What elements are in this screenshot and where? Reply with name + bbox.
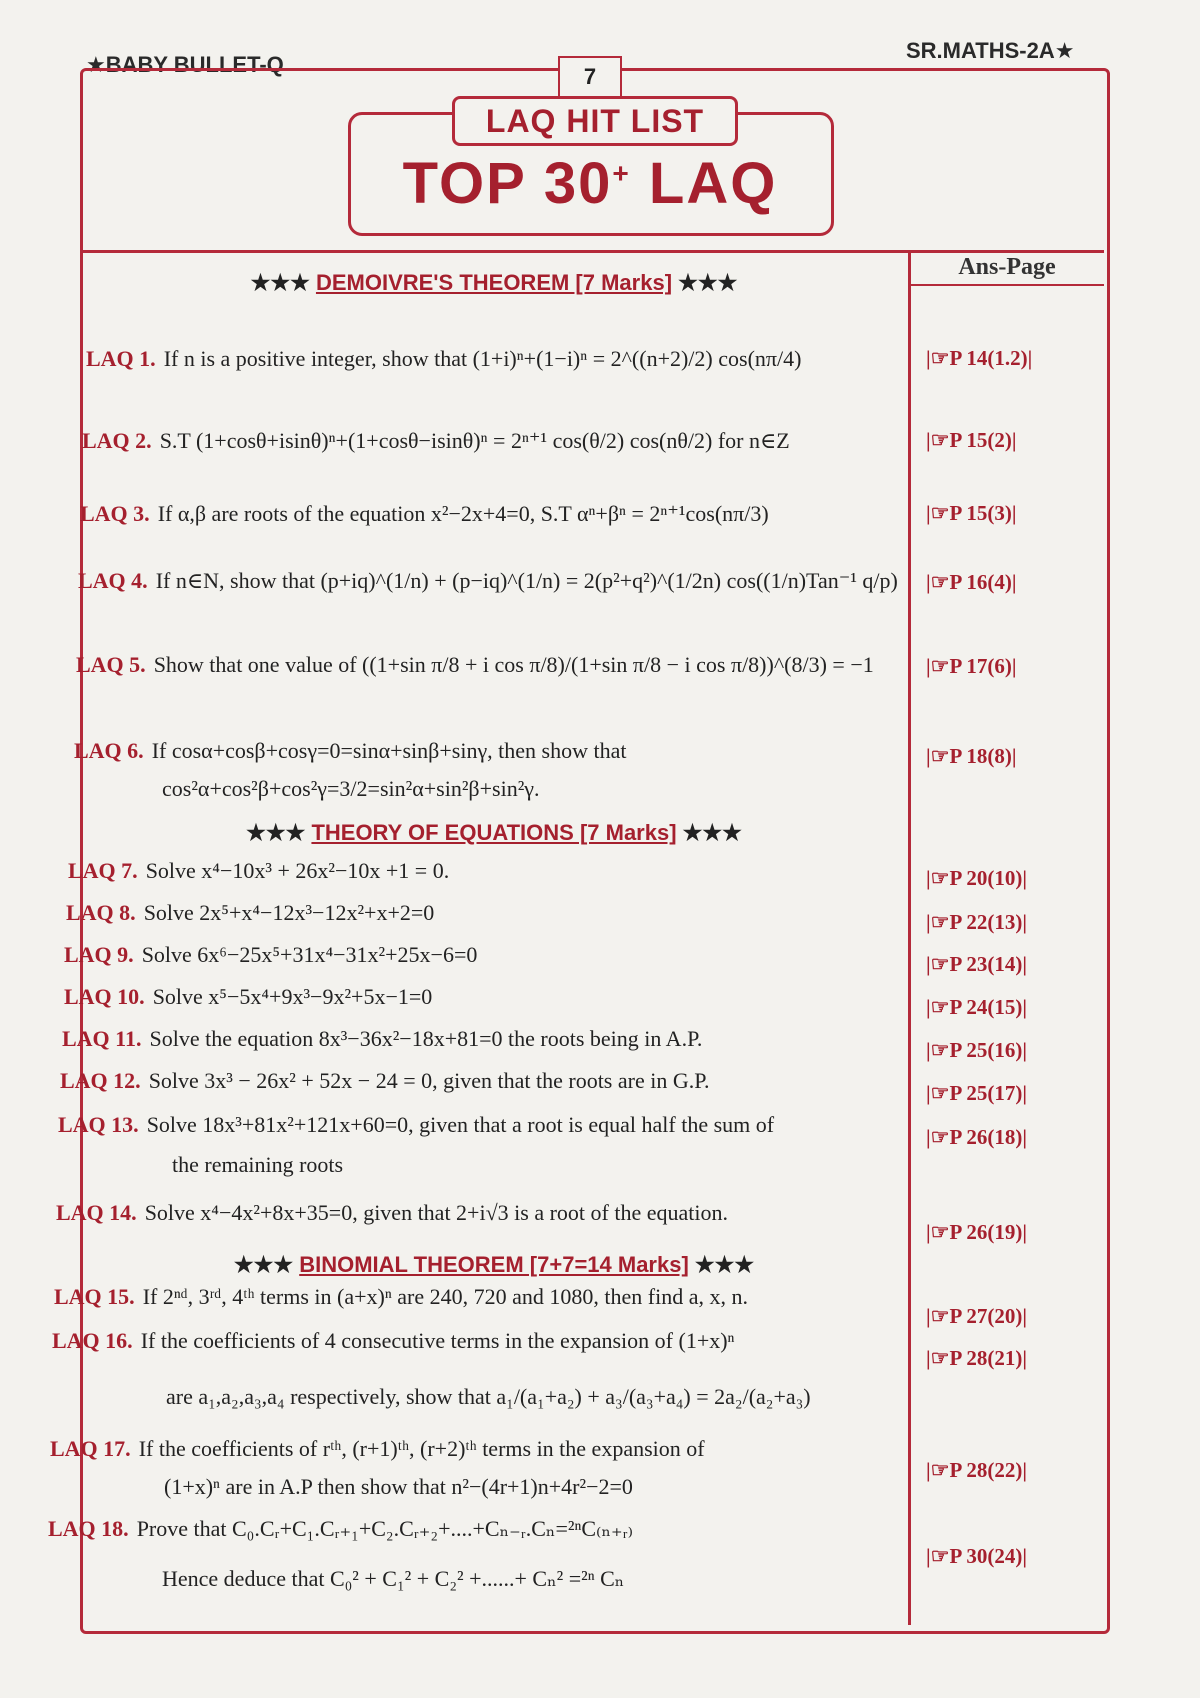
answer-ref [926, 1458, 1027, 1483]
answer-page: 25(16)| [966, 1038, 1027, 1062]
answer-page: 26(18)| [966, 1125, 1027, 1149]
question-label: LAQ 13. [58, 1112, 139, 1137]
answer-page: 24(15)| [966, 995, 1027, 1019]
pointing-hand-icon: |☞P [926, 744, 962, 768]
answer-ref [926, 1346, 1027, 1371]
question-text: Solve x⁴−10x³ + 26x²−10x +1 = 0. [145, 858, 450, 883]
pointing-hand-icon: |☞P [926, 1346, 962, 1370]
pointing-hand-icon: |☞P [926, 952, 962, 976]
stars-icon: ★★★ [694, 1252, 755, 1277]
answer-page: 18(8)| [966, 744, 1017, 768]
answer-page: 15(2)| [966, 428, 1017, 452]
question-label: LAQ 2. [82, 428, 152, 453]
question-label: LAQ 10. [64, 984, 145, 1009]
stars-icon: ★★★ [233, 1252, 294, 1277]
column-divider [908, 250, 911, 1625]
answer-ref [926, 910, 1027, 935]
question-text-cont: the remaining roots [172, 1152, 344, 1177]
question-text: Solve the equation 8x³−36x²−18x+81=0 the roots being in A.P. [149, 1026, 703, 1051]
ans-page-header: Ans-Page [958, 254, 1056, 280]
question-row [54, 1284, 748, 1310]
answer-page: 28(22)| [966, 1458, 1027, 1482]
question-text: Show that one value of ((1+sin π/8 + i cos π/8)/(1+sin π/8 − i cos π/8))^(8/3) = −1 [153, 652, 874, 677]
pointing-hand-icon: |☞P [926, 1081, 962, 1105]
question-text: If α,β are roots of the equation x²−2x+4=0, S.T αⁿ+βⁿ = 2ⁿ⁺¹cos(nπ/3) [157, 501, 769, 526]
answer-ref [926, 1038, 1027, 1063]
answer-page: 28(21)| [966, 1346, 1027, 1370]
question-text-cont: cos²α+cos²β+cos²γ=3/2=sin²α+sin²β+sin²γ. [162, 776, 540, 801]
answer-page: 22(13)| [966, 910, 1027, 934]
question-label: LAQ 11. [62, 1026, 142, 1051]
pointing-hand-icon: |☞P [926, 1544, 962, 1568]
question-label: LAQ 8. [66, 900, 136, 925]
question-label: LAQ 6. [74, 738, 144, 763]
answer-ref [926, 952, 1027, 977]
question-label: LAQ 4. [78, 568, 148, 593]
banner-title-text: TOP 30 [402, 151, 613, 216]
question-text-cont: Hence deduce that C₀² + C₁² + C₂² +......+ Cₙ² =²ⁿ Cₙ [162, 1566, 625, 1591]
question-row [48, 1516, 633, 1542]
section-title: BINOMIAL THEOREM [7+7=14 Marks] [299, 1252, 689, 1277]
header-left: ★BABY BULLET-Q [86, 52, 284, 77]
answer-page: 26(19)| [966, 1220, 1027, 1244]
question-text: If n∈N, show that (p+iq)^(1/n) + (p−iq)^(1/n) = 2(p²+q²)^(1/2n) cos((1/n)Tan⁻¹ q/p) [155, 568, 898, 593]
question-label: LAQ 3. [80, 501, 150, 526]
answer-page: 14(1.2)| [966, 346, 1033, 370]
answer-ref [926, 1544, 1027, 1569]
answer-ref [926, 1081, 1027, 1106]
question-row [76, 652, 874, 678]
question-row [64, 942, 477, 968]
answer-page: 16(4)| [966, 570, 1017, 594]
answer-ref [926, 1304, 1027, 1329]
answer-ref [926, 1220, 1027, 1245]
page-number: 7 [558, 56, 622, 98]
section-header [80, 820, 908, 846]
pointing-hand-icon: |☞P [926, 1458, 962, 1482]
question-text: Solve 3x³ − 26x² + 52x − 24 = 0, given that the roots are in G.P. [148, 1068, 710, 1093]
question-row [86, 346, 801, 372]
pointing-hand-icon: |☞P [926, 995, 962, 1019]
question-text: If the coefficients of 4 consecutive terms in the expansion of (1+x)ⁿ [140, 1328, 735, 1353]
stars-icon: ★★★ [250, 270, 310, 295]
pointing-hand-icon: |☞P [926, 910, 962, 934]
answer-page: 23(14)| [966, 952, 1027, 976]
question-label: LAQ 17. [50, 1436, 131, 1461]
question-row [62, 1026, 702, 1052]
answer-ref [926, 1125, 1027, 1150]
question-row [80, 501, 769, 527]
question-row [52, 1328, 734, 1354]
question-row [68, 858, 449, 884]
question-text: If n is a positive integer, show that (1+i)ⁿ+(1−i)ⁿ = 2^((n+2)/2) cos(nπ/4) [163, 346, 802, 371]
question-label: LAQ 5. [76, 652, 146, 677]
question-text: Solve x⁵−5x⁴+9x³−9x²+5x−1=0 [152, 984, 433, 1009]
question-label: LAQ 14. [56, 1200, 137, 1225]
pointing-hand-icon: |☞P [926, 346, 962, 370]
question-text: If 2ⁿᵈ, 3ʳᵈ, 4ᵗʰ terms in (a+x)ⁿ are 240, 720 and 1080, then find a, x, n. [142, 1284, 748, 1309]
question-row [78, 568, 898, 594]
question-row [56, 1200, 728, 1226]
header-right: SR.MATHS-2A★ [906, 38, 1075, 63]
question-label: LAQ 15. [54, 1284, 135, 1309]
question-text: Solve 6x⁶−25x⁵+31x⁴−31x²+25x−6=0 [141, 942, 478, 967]
stars-icon: ★★★ [682, 820, 742, 845]
answer-page: 15(3)| [966, 501, 1017, 525]
answer-ref [926, 570, 1017, 595]
question-text: If the coefficients of rᵗʰ, (r+1)ᵗʰ, (r+2)ᵗʰ terms in the expansion of [138, 1436, 705, 1461]
pointing-hand-icon: |☞P [926, 1038, 962, 1062]
answer-ref [926, 428, 1017, 453]
banner-subtitle: LAQ HIT LIST [452, 96, 738, 146]
answer-page: 20(10)| [966, 866, 1027, 890]
stars-icon: ★★★ [678, 270, 738, 295]
ans-header-rule [908, 284, 1104, 286]
question-row [58, 1112, 774, 1138]
pointing-hand-icon: |☞P [926, 570, 962, 594]
pointing-hand-icon: |☞P [926, 654, 962, 678]
question-text: Prove that C₀.Cᵣ+C₁.Cᵣ₊₁+C₂.Cᵣ₊₂+....+Cₙ₋ᵣ.Cₙ=²ⁿC₍ₙ₊ᵣ₎ [136, 1516, 634, 1541]
stars-icon: ★★★ [246, 820, 306, 845]
answer-ref [926, 346, 1032, 371]
section-title: DEMOIVRE'S THEOREM [7 Marks] [315, 270, 673, 295]
question-text-cont: (1+x)ⁿ are in A.P then show that n²−(4r+1)n+4r²−2=0 [164, 1474, 633, 1499]
question-text: If cosα+cosβ+cosγ=0=sinα+sinβ+sinγ, then show that [151, 738, 627, 763]
question-text: Solve x⁴−4x²+8x+35=0, given that 2+i√3 is a root of the equation. [144, 1200, 728, 1225]
question-label: LAQ 16. [52, 1328, 133, 1353]
question-label: LAQ 1. [86, 346, 156, 371]
question-label: LAQ 18. [48, 1516, 129, 1541]
question-row [64, 984, 432, 1010]
pointing-hand-icon: |☞P [926, 428, 962, 452]
questions-table [80, 250, 1104, 1627]
banner-title-end: LAQ [648, 151, 778, 216]
pointing-hand-icon: |☞P [926, 1125, 962, 1149]
pointing-hand-icon: |☞P [926, 1220, 962, 1244]
pointing-hand-icon: |☞P [926, 501, 962, 525]
answer-ref [926, 995, 1027, 1020]
answer-page: 17(6)| [966, 654, 1017, 678]
question-row [66, 900, 434, 926]
question-text: S.T (1+cosθ+isinθ)ⁿ+(1+cosθ−isinθ)ⁿ = 2ⁿ⁺¹ cos(θ/2) cos(nθ/2) for n∈Z [159, 428, 790, 453]
banner-title-sup: + [612, 157, 631, 189]
question-label: LAQ 7. [68, 858, 138, 883]
pointing-hand-icon: |☞P [926, 1304, 962, 1328]
question-row [82, 428, 790, 454]
question-row [60, 1068, 710, 1094]
question-text: Solve 18x³+81x²+121x+60=0, given that a root is equal half the sum of [146, 1112, 775, 1137]
question-row [50, 1436, 705, 1462]
answer-ref [926, 654, 1017, 679]
answer-ref [926, 866, 1027, 891]
question-row [74, 738, 626, 764]
answer-page: 25(17)| [966, 1081, 1027, 1105]
answer-page: 30(24)| [966, 1544, 1027, 1568]
answer-ref [926, 744, 1017, 769]
section-title: THEORY OF EQUATIONS [7 Marks] [311, 820, 677, 845]
question-label: LAQ 12. [60, 1068, 141, 1093]
question-label: LAQ 9. [64, 942, 134, 967]
banner-title [380, 150, 800, 217]
question-text: Solve 2x⁵+x⁴−12x³−12x²+x+2=0 [143, 900, 435, 925]
section-header [80, 270, 908, 296]
question-text-cont: are a₁,a₂,a₃,a₄ respectively, show that a₁/(a₁+a₂) + a₃/(a₃+a₄) = 2a₂/(a₂+a₃) [166, 1384, 811, 1409]
pointing-hand-icon: |☞P [926, 866, 962, 890]
answer-ref [926, 501, 1017, 526]
answer-page: 27(20)| [966, 1304, 1027, 1328]
section-header [80, 1252, 908, 1278]
